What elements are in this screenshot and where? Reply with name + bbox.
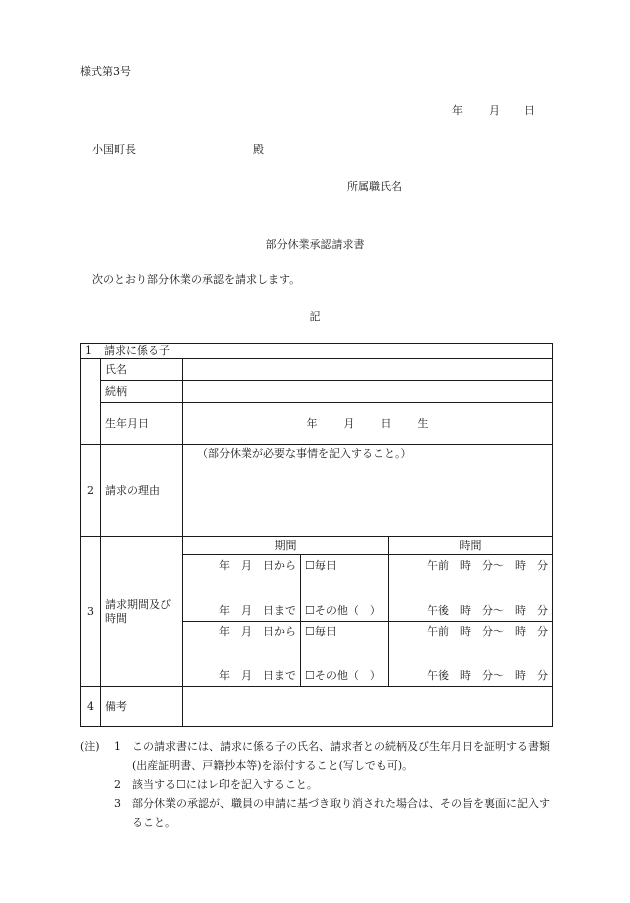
note-item <box>80 737 560 775</box>
section-2-number: 2 <box>81 445 101 537</box>
date-year-label: 年 <box>452 104 463 117</box>
section-2-label: 請求の理由 <box>101 445 183 537</box>
child-relation-field[interactable] <box>183 381 553 403</box>
notes-heading: (注) <box>80 740 100 753</box>
child-birth-row <box>81 403 553 445</box>
period-2-dates[interactable] <box>183 622 301 687</box>
period-2-daily-checkbox[interactable]: ☐毎日 <box>305 625 337 638</box>
period-1-frequency[interactable] <box>301 555 389 622</box>
period-2-until: 年 月 日まで <box>219 669 296 682</box>
section-4-label: 備考 <box>101 687 183 727</box>
note-indent <box>80 794 114 832</box>
period-1-time[interactable] <box>389 555 553 622</box>
period-2-other-checkbox[interactable]: ☐その他（ ） <box>305 669 381 682</box>
period-2-frequency[interactable] <box>301 622 389 687</box>
period-1-other-checkbox[interactable]: ☐その他（ ） <box>305 604 381 617</box>
document-title: 部分休業承認請求書 <box>265 238 365 251</box>
child-name-label: 氏名 <box>101 359 183 381</box>
date-day-label: 日 <box>524 104 535 117</box>
addressee: 小国町長 <box>92 143 136 156</box>
note-number: 2 <box>114 778 121 791</box>
child-relation-label: 続柄 <box>101 381 183 403</box>
note-number: 3 <box>114 797 121 810</box>
period-1-pm-time: 午後 時 分～ 時 分 <box>427 604 549 617</box>
period-2-time[interactable] <box>389 622 553 687</box>
child-birth-label: 生年月日 <box>101 403 183 445</box>
section-3-number: 3 <box>81 537 101 687</box>
period-1-am-time: 午前 時 分～ 時 分 <box>427 559 549 572</box>
note-item <box>80 775 560 794</box>
notes-section <box>80 737 560 832</box>
section-1-header-row <box>81 344 553 359</box>
section-3-label: 請求期間及び時間 <box>101 537 183 687</box>
reason-row <box>81 445 553 537</box>
date-month-label: 月 <box>489 104 500 117</box>
period-header-row <box>81 537 553 555</box>
birth-suffix: 生 <box>417 416 429 430</box>
remarks-row <box>81 687 553 727</box>
birth-day-label: 日 <box>380 416 392 430</box>
section-1-number: 1 <box>85 344 92 357</box>
section-4-number: 4 <box>81 687 101 727</box>
period-column-header: 期間 <box>183 537 389 555</box>
birth-year-label: 年 <box>306 416 318 430</box>
period-2-from: 年 月 日から <box>219 625 296 638</box>
child-name-row <box>81 359 553 381</box>
note-text: 該当する☐にはレ印を記入すること。 <box>132 778 318 791</box>
form-number: 様式第3号 <box>80 65 131 78</box>
birth-month-label: 月 <box>343 416 355 430</box>
period-1-dates[interactable] <box>183 555 301 622</box>
section-1-header <box>81 344 553 359</box>
note-item <box>80 794 560 832</box>
period-2-am-time: 午前 時 分～ 時 分 <box>427 625 549 638</box>
note-text: この請求書には、請求に係る子の氏名、請求者との続柄及び生年月日を証明する書類(出産証明書、戸籍抄本等)を添付すること(写しでも可)。 <box>132 740 550 772</box>
request-form-table <box>80 343 553 727</box>
period-1-daily-checkbox[interactable]: ☐毎日 <box>305 559 337 572</box>
affiliation-name-label: 所属職氏名 <box>347 180 402 193</box>
period-1-until: 年 月 日まで <box>219 604 296 617</box>
reason-instruction: （部分休業が必要な事情を記入すること。） <box>197 447 412 460</box>
honorific: 殿 <box>253 143 264 156</box>
date-line <box>452 102 535 118</box>
child-birth-field[interactable] <box>183 403 553 445</box>
child-name-field[interactable] <box>183 359 553 381</box>
period-1-from: 年 月 日から <box>219 559 296 572</box>
section-1-blank-cell <box>81 359 101 445</box>
reason-field[interactable] <box>183 445 553 537</box>
period-2-pm-time: 午後 時 分～ 時 分 <box>427 669 549 682</box>
note-number: 1 <box>114 740 121 753</box>
note-indent <box>80 775 114 794</box>
remarks-field[interactable] <box>183 687 553 727</box>
note-text: 部分休業の承認が、職員の申請に基づき取り消された場合は、その旨を裏面に記入すること。 <box>132 797 550 829</box>
time-column-header: 時間 <box>389 537 553 555</box>
child-relation-row <box>81 381 553 403</box>
ki-marker: 記 <box>309 310 321 323</box>
section-1-label: 請求に係る子 <box>104 344 170 357</box>
lead-text: 次のとおり部分休業の承認を請求します。 <box>92 273 301 286</box>
